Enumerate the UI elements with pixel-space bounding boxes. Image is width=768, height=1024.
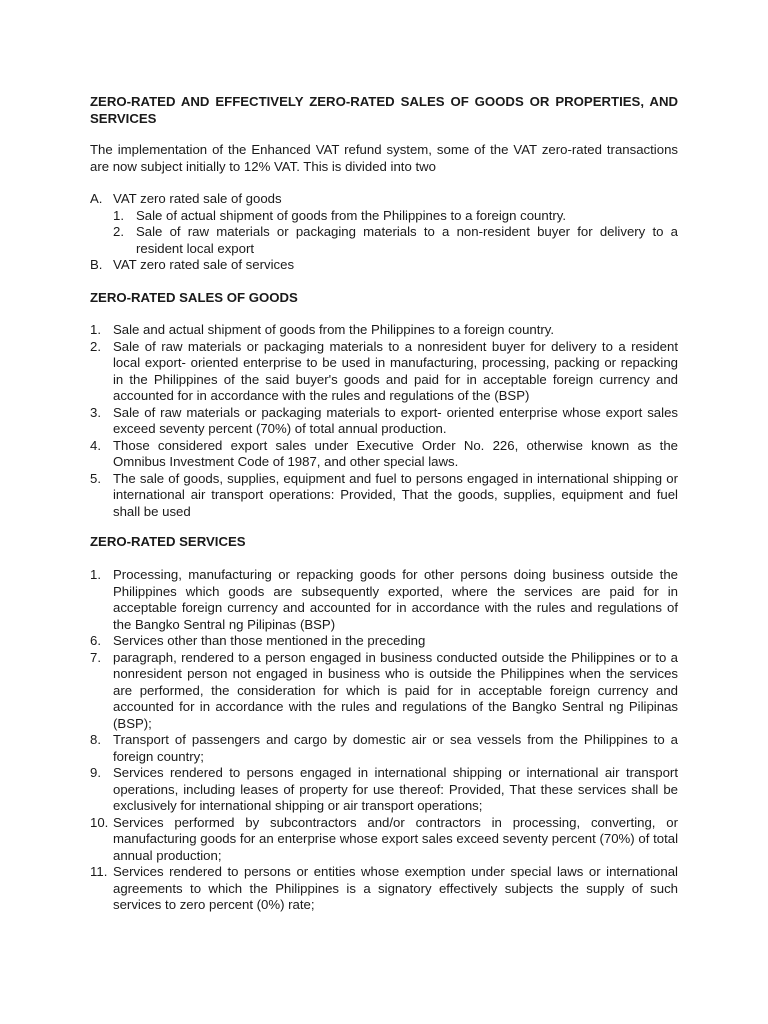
outline-text-a: VAT zero rated sale of goods [113,191,282,206]
intro-paragraph: The implementation of the Enhanced VAT refund system, some of the VAT zero-rated transactions are now subject initially to 12% VAT. This is divided into two [90,142,678,174]
list-item [90,815,678,865]
list-number: 9. [90,765,101,780]
list-number: 1. [90,322,101,337]
list-text: Processing, manufacturing or repacking goods for other persons doing business outside the Philippines which goods are subsequently exported, where the services are paid for in acceptable foreign currency and accounted for in accordance with the rules and regulations of the Bangko Sentral ng Pilipinas (BSP) [113,567,678,632]
list-number: 1. [90,567,101,582]
list-number: 5. [90,470,101,486]
list-text: Services rendered to persons or entities whose exemption under special laws or international agreements to which the Philippines is a signatory effectively subjects the supply of such services to zero percent (0%) rate; [113,864,678,912]
list-number: 7. [90,649,101,665]
outline-item-b [90,257,678,274]
list-text: Sale of raw materials or packaging materials to export- oriented enterprise whose export sales exceed seventy percent (70%) of total annual production. [113,404,678,436]
list-item [90,322,678,339]
list-number: 11. [90,864,108,879]
list-number: 6. [90,633,101,648]
list-number: 1. [113,207,124,223]
goods-list [90,322,678,520]
list-text: Sale of raw materials or packaging materials to a nonresident buyer for delivery to a resident local export- oriented enterprise to be used in manufacturing, processing, packing or repacking in the Philippines of the said buyer's goods and paid for in acceptable foreign currency and accounted for in accordance with the rules and regulations of the (BSP) [113,338,678,403]
list-text: Transport of passengers and cargo by domestic air or sea vessels from the Philippines to a foreign country; [113,732,678,764]
list-text: Sale of actual shipment of goods from the Philippines to a foreign country. [136,207,567,223]
list-item [90,471,678,521]
list-item [90,339,678,405]
list-item [90,567,678,633]
outline-subitem [113,224,678,257]
list-item [90,864,678,914]
list-item [90,650,678,733]
outline-marker-a: A. [90,191,103,206]
list-text: Services performed by subcontractors and/or contractors in processing, converting, or manufacturing goods for an enterprise whose export sales exceed seventy percent (70%) of total annual production; [113,814,678,863]
list-text: paragraph, rendered to a person engaged in business conducted outside the Philippines or to a nonresident person not engaged in business who is outside the Philippines when the services are performed, the consideration for which is paid for in acceptable foreign currency and accounted for in accordance with the rules and regulations of the Bangko Sentral ng Pilipinas (BSP); [113,649,678,731]
list-number: 10. [90,814,109,830]
outline-marker-b: B. [90,257,103,272]
list-text: Those considered export sales under Executive Order No. 226, otherwise known as the Omnibus Investment Code of 1987, and other special laws. [113,437,678,469]
list-item [90,633,678,650]
outline-sublist-a [113,208,678,258]
list-number: 2. [113,224,124,239]
list-text: The sale of goods, supplies, equipment and fuel to persons engaged in international shipping or international air transport operations: Provided, That the goods, supplies, equipment and fuel shall be used [113,470,678,519]
list-item [90,438,678,471]
list-text: Sale and actual shipment of goods from the Philippines to a foreign country. [113,322,555,337]
list-number: 4. [90,437,101,453]
goods-heading: ZERO-RATED SALES OF GOODS [90,290,298,305]
list-number: 8. [90,732,101,747]
list-number: 2. [90,338,101,354]
list-number: 3. [90,404,101,420]
outline-text-b: VAT zero rated sale of services [113,257,295,272]
outline-list [90,191,678,274]
list-text: Services rendered to persons engaged in international shipping or international air transport operations, including leases of property for use thereof: Provided, That these services shall be exclusively for international shipping or air transport operations; [113,765,678,813]
document-title: ZERO-RATED AND EFFECTIVELY ZERO-RATED SALES OF GOODS OR PROPERTIES, AND SERVICES [90,94,678,126]
outline-item-a [90,191,678,257]
services-heading: ZERO-RATED SERVICES [90,534,246,549]
list-item [90,732,678,765]
list-text: Services other than those mentioned in the preceding [113,633,426,648]
list-item [90,765,678,815]
list-text: Sale of raw materials or packaging materials to a non-resident buyer for delivery to a resident local export [136,224,678,256]
list-item [90,405,678,438]
outline-subitem [113,208,678,225]
services-list [90,567,678,914]
